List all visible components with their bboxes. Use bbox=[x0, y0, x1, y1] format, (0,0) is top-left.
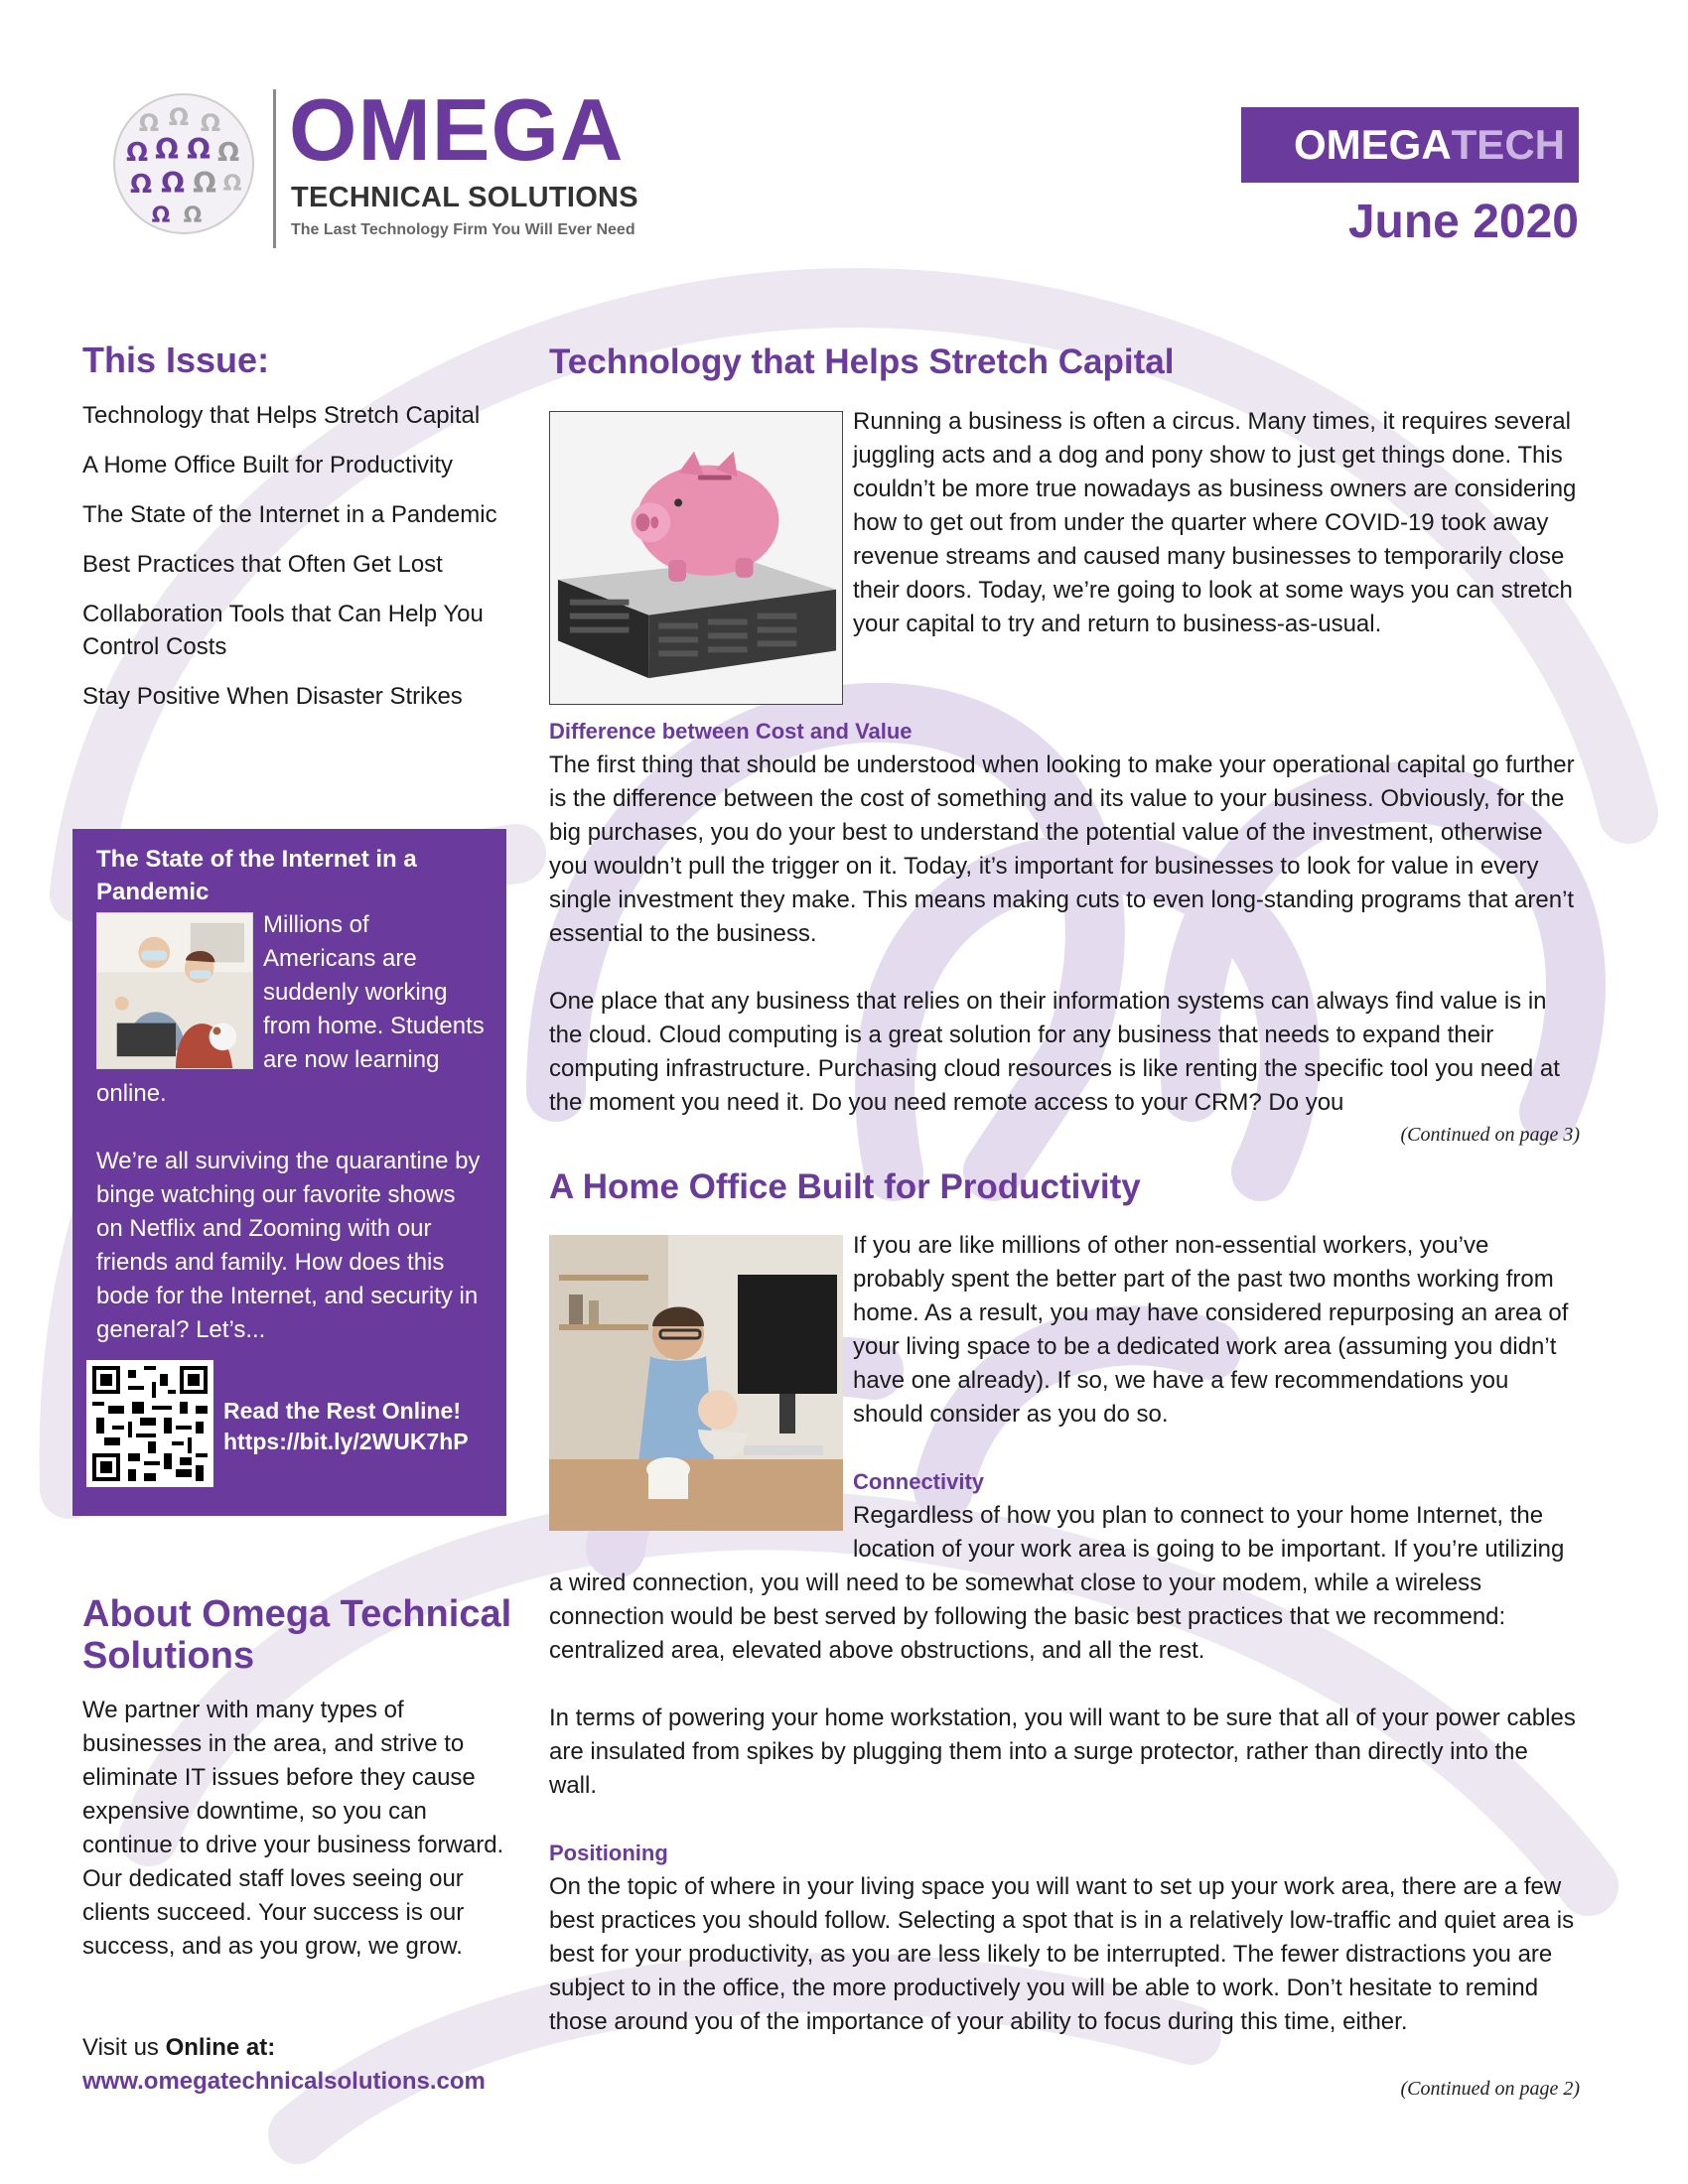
article1-title: Technology that Helps Stretch Capital bbox=[549, 342, 1175, 381]
svg-text:Ω: Ω bbox=[125, 138, 149, 168]
feature-body bbox=[96, 908, 485, 1347]
company-logo bbox=[55, 80, 690, 253]
feature-box bbox=[72, 829, 506, 1516]
company-tagline: The Last Technology Firm You Will Ever Need bbox=[291, 221, 635, 238]
article2-subheading-2: Positioning bbox=[549, 1841, 668, 1865]
article1-subheading-1: Difference between Cost and Value bbox=[549, 719, 913, 744]
about-title: About Omega Technical Solutions bbox=[82, 1593, 512, 1677]
newsletter-brand-banner bbox=[1241, 107, 1579, 183]
svg-text:Ω: Ω bbox=[187, 133, 211, 166]
read-online-cta[interactable]: Read the Rest Online! bbox=[223, 1398, 461, 1424]
visit-bold: Online at: bbox=[165, 2034, 276, 2061]
feature-paragraph-2: We’re all surviving the quarantine by binge watching our favorite shows on Netflix and Zooming with our friends and family. How does this bode for the Internet, and security in general? Let’s... bbox=[96, 1148, 481, 1343]
article1-body bbox=[549, 405, 1580, 1120]
issue-date: June 2020 bbox=[1347, 196, 1579, 248]
article2-intro: If you are like millions of other non-essential workers, you’ve probably spent the better part of the past two months working from home. As a result, you may have considered repurposing an area of your living space to be a dedicated work area (assuming you didn’t have one already). If so, we have a few recommendations you should consider as you do so. bbox=[853, 1232, 1569, 1428]
logo-divider bbox=[273, 89, 276, 248]
article1-paragraph-2: One place that any business that relies on their information systems can always find value is in the cloud. Cloud computing is a great solution for any business that needs to expand their computing infrastructure. Purchasing cloud resources is like renting the specific tool you need at the moment you need it. Do you need remote access to your CRM? Do you bbox=[549, 988, 1560, 1116]
article2-paragraph-3: On the topic of where in your living space you will want to set up your work area, there are a few best practices you should follow. Selecting a spot that is in a relatively low-traffic and quiet area is best for your productivity, as you are less likely to be interrupted. The fewer distractions you are subject to in the office, the more productively you will be able to work. Don’t hesitate to remind those around you of the importance of your ability to focus during this time, either. bbox=[549, 1873, 1575, 2035]
toc-item[interactable]: A Home Office Built for Productivity bbox=[82, 452, 454, 478]
svg-text:Ω: Ω bbox=[155, 133, 179, 166]
svg-text:Ω: Ω bbox=[216, 138, 240, 168]
toc-item[interactable]: Collaboration Tools that Can Help You Control Costs bbox=[82, 601, 484, 660]
home-office-father-baby-image bbox=[549, 1235, 843, 1531]
article1-continued: (Continued on page 3) bbox=[1400, 1124, 1580, 1146]
website-link[interactable]: www.omegatechnicalsolutions.com bbox=[82, 2068, 486, 2095]
article2-body bbox=[549, 1229, 1580, 2039]
article2-paragraph-2: In terms of powering your home workstation, you will want to be sure that all of your power cables are insulated from spikes by plugging them into a surge protector, rather than directly into the wall. bbox=[549, 1705, 1576, 1799]
svg-text:Ω: Ω bbox=[222, 172, 242, 197]
piggy-bank-server-image bbox=[549, 411, 843, 705]
article2-paragraph-1: Regardless of how you plan to connect to your home Internet, the location of your work area is going to be important. If you’re utilizing a wired connection, you will need to be somewhat close to your modem, while a wireless connection would be best served by following the basic best practices that we recommend: centralized area, elevated above obstructions, and all the rest. bbox=[549, 1502, 1565, 1664]
article2-title: A Home Office Built for Productivity bbox=[549, 1167, 1141, 1206]
svg-text:Ω: Ω bbox=[129, 170, 153, 200]
svg-text:Ω: Ω bbox=[168, 103, 190, 131]
svg-text:Ω: Ω bbox=[200, 109, 221, 137]
visit-prefix: Visit us bbox=[82, 2034, 166, 2061]
svg-text:Ω: Ω bbox=[193, 167, 216, 200]
qr-link-row[interactable] bbox=[86, 1360, 493, 1489]
brand-omega: OMEGA bbox=[1293, 121, 1452, 168]
toc-item[interactable]: The State of the Internet in a Pandemic bbox=[82, 501, 497, 528]
article1-paragraph-1: The first thing that should be understood when looking to make your operational capital go further is the difference between the cost of something and its value to your business. Obviously, for the big purchases, you do your best to understand the potential value of the investment, otherwise you wouldn’t pull the trigger on it. Today, it’s important for businesses to look for value in every single investment they make. This means making cuts to even long-standing programs that aren’t essential to the business. bbox=[549, 751, 1575, 947]
company-subtitle: TECHNICAL SOLUTIONS bbox=[291, 182, 638, 213]
svg-text:Ω: Ω bbox=[151, 204, 171, 228]
feature-paragraph-1: Millions of Americans are suddenly working from home. Students are now learning online. bbox=[96, 911, 485, 1107]
qr-link-text[interactable] bbox=[223, 1396, 469, 1457]
read-online-url[interactable]: https://bit.ly/2WUK7hP bbox=[223, 1429, 469, 1454]
toc-item[interactable]: Technology that Helps Stretch Capital bbox=[82, 402, 481, 429]
toc-item[interactable]: Stay Positive When Disaster Strikes bbox=[82, 683, 463, 710]
toc-item[interactable]: Best Practices that Often Get Lost bbox=[82, 551, 443, 578]
svg-text:Ω: Ω bbox=[161, 167, 185, 200]
article2-continued: (Continued on page 2) bbox=[1400, 2078, 1580, 2100]
company-name: OMEGA bbox=[289, 80, 625, 179]
article2-subheading-1: Connectivity bbox=[853, 1469, 985, 1494]
svg-text:Ω: Ω bbox=[183, 204, 203, 228]
brand-tech: TECH bbox=[1451, 121, 1565, 168]
couple-video-call-image bbox=[96, 912, 253, 1069]
toc-title: This Issue: bbox=[82, 340, 270, 380]
omega-globe-icon bbox=[109, 89, 258, 238]
article1-intro: Running a business is often a circus. Many times, it requires several juggling acts and a dog and pony show to just get things done. This couldn’t be more true nowadays as business owners are considering how to get out from under the quarter where COVID-19 took away revenue streams and caused many businesses to temporarily close their doors. Today, we’re going to look at some ways you can stretch your capital to try and return to business-as-usual. bbox=[853, 408, 1577, 637]
about-text: We partner with many types of businesses in the area, and strive to eliminate IT issues before they cause expensive downtime, so you can continue to drive your business forward. Our dedicated staff loves seeing our clients succeed. Your success is our success, and as you grow, we grow. bbox=[82, 1697, 504, 1960]
qr-code-icon[interactable] bbox=[86, 1360, 213, 1487]
visit-us bbox=[82, 2031, 519, 2099]
svg-text:Ω: Ω bbox=[138, 109, 160, 137]
feature-title: The State of the Internet in a Pandemic bbox=[96, 846, 417, 905]
toc-list bbox=[82, 399, 519, 730]
